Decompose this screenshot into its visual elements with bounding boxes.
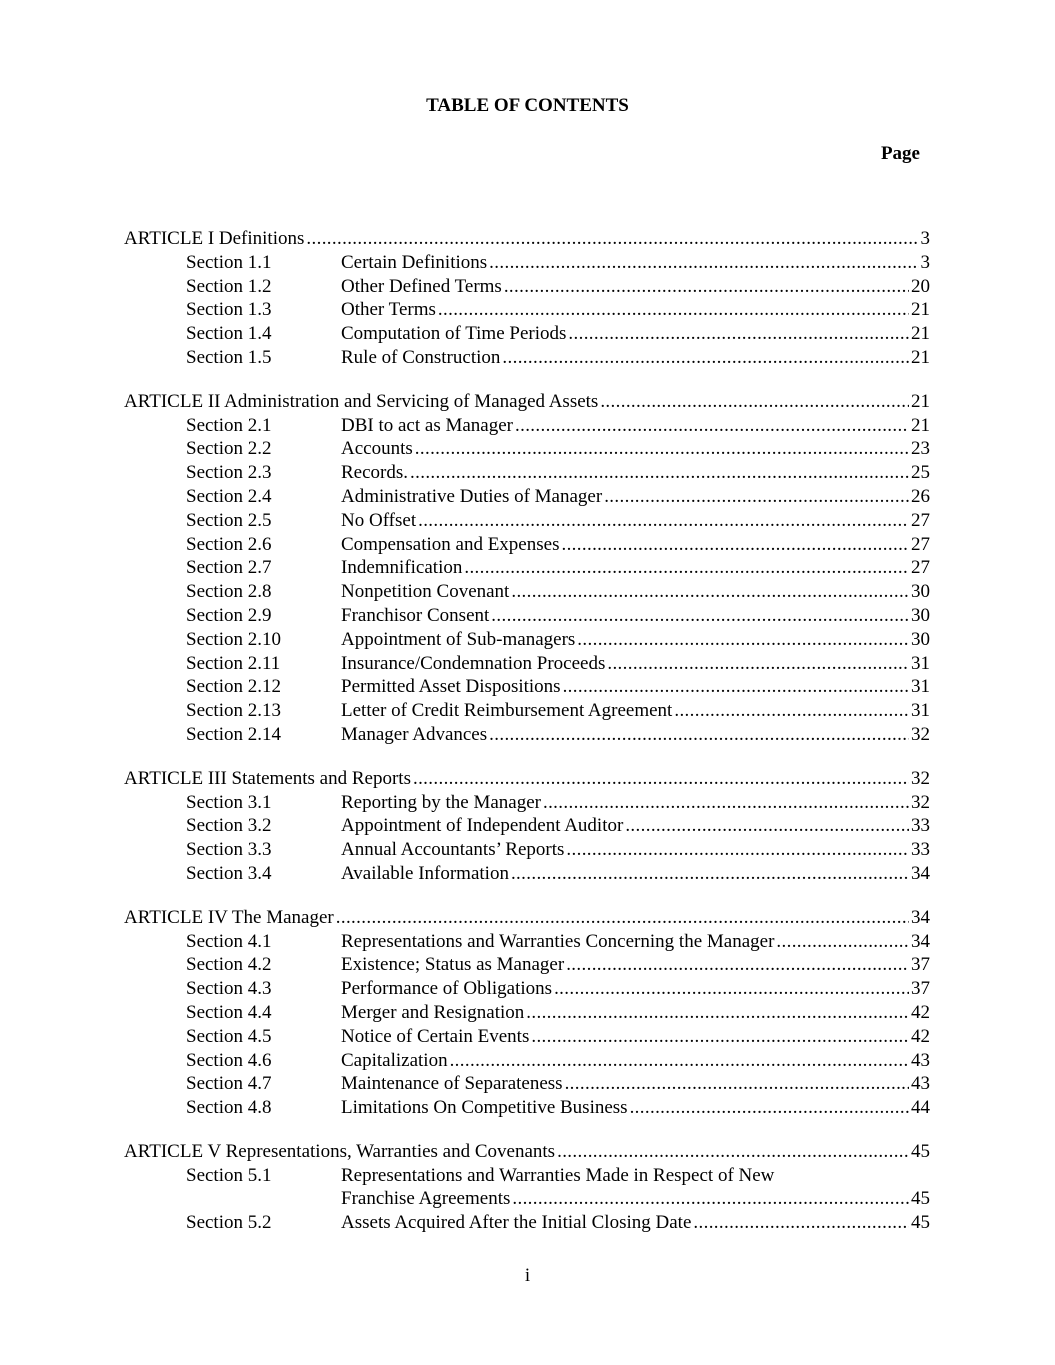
dot-leader xyxy=(565,1072,909,1096)
section-number: Section 3.2 xyxy=(186,815,272,837)
page-number: 27 xyxy=(911,557,930,579)
section-number: Section 4.5 xyxy=(186,1025,272,1047)
dot-leader xyxy=(306,227,918,251)
page-number: 3 xyxy=(920,251,930,273)
toc-article-block xyxy=(124,227,930,370)
page-number: 31 xyxy=(911,676,930,698)
page-number: 34 xyxy=(911,930,930,952)
section-title: Accounts xyxy=(341,438,413,460)
section-number: Section 1.2 xyxy=(186,275,272,297)
dot-leader xyxy=(450,1049,909,1073)
toc-section-entry[interactable] xyxy=(186,533,930,557)
toc-section-entry[interactable] xyxy=(186,838,930,862)
toc-section-entry[interactable] xyxy=(186,862,930,886)
toc-section-entry[interactable] xyxy=(186,953,930,977)
dot-leader xyxy=(604,485,909,509)
section-title-line1: Representations and Warranties Made in Respect of New xyxy=(341,1164,775,1186)
dot-leader xyxy=(526,1001,909,1025)
section-number: Section 2.7 xyxy=(186,557,272,579)
toc-section-entry[interactable] xyxy=(186,652,930,676)
section-number: Section 4.8 xyxy=(186,1097,272,1119)
page-number: 21 xyxy=(911,323,930,345)
page-number: 44 xyxy=(911,1097,930,1119)
toc-section-entry[interactable] xyxy=(186,604,930,628)
toc-section-entry[interactable] xyxy=(186,1211,930,1235)
article-heading: ARTICLE I Definitions xyxy=(124,228,305,249)
dot-leader xyxy=(563,675,909,699)
toc-section-entry[interactable] xyxy=(186,814,930,838)
page-number: 32 xyxy=(911,767,930,789)
toc-section-entry[interactable] xyxy=(186,251,930,275)
section-title: Available Information xyxy=(341,862,509,884)
section-number: Section 3.1 xyxy=(186,791,272,813)
dot-leader xyxy=(410,461,909,485)
dot-leader xyxy=(515,414,909,438)
toc-section-entry[interactable] xyxy=(186,977,930,1001)
section-number: Section 4.1 xyxy=(186,930,272,952)
section-title: Assets Acquired After the Initial Closing Date xyxy=(341,1212,692,1234)
dot-leader xyxy=(568,322,909,346)
toc-section-entry[interactable] xyxy=(186,298,930,322)
dot-leader xyxy=(438,298,909,322)
page-number: 43 xyxy=(911,1049,930,1071)
toc-section-entry[interactable] xyxy=(186,485,930,509)
section-title: Computation of Time Periods xyxy=(341,323,567,345)
section-title: Other Defined Terms xyxy=(341,275,502,297)
section-number: Section 2.9 xyxy=(186,604,272,626)
section-title: Letter of Credit Reimbursement Agreement xyxy=(341,700,673,722)
toc-section-entry[interactable] xyxy=(186,1096,930,1120)
section-title: Appointment of Independent Auditor xyxy=(341,815,624,837)
page-number: 32 xyxy=(911,791,930,813)
section-number: Section 2.10 xyxy=(186,628,281,650)
section-title: No Offset xyxy=(341,509,417,531)
dot-leader xyxy=(693,1211,909,1235)
dot-leader xyxy=(502,346,909,370)
section-title: Certain Definitions xyxy=(341,251,488,273)
section-number: Section 2.3 xyxy=(186,462,272,484)
toc-article-entry[interactable] xyxy=(124,390,930,414)
dot-leader xyxy=(543,791,909,815)
section-title: Merger and Resignation xyxy=(341,1001,525,1023)
section-title: Capitalization xyxy=(341,1049,448,1071)
dot-leader xyxy=(600,390,909,414)
dot-leader xyxy=(554,977,909,1001)
toc-title: TABLE OF CONTENTS xyxy=(426,95,629,116)
section-number: Section 1.5 xyxy=(186,346,272,368)
dot-leader xyxy=(489,251,918,275)
page-number: 37 xyxy=(911,954,930,976)
section-number: Section 2.2 xyxy=(186,438,272,460)
toc-article-block xyxy=(124,906,930,1120)
page-number: 30 xyxy=(911,604,930,626)
section-title: Performance of Obligations xyxy=(341,978,553,1000)
page-number: 20 xyxy=(911,275,930,297)
section-title: Records. xyxy=(341,462,409,484)
dot-leader xyxy=(625,814,909,838)
toc-section-entry[interactable] xyxy=(186,1001,930,1025)
section-number: Section 4.7 xyxy=(186,1073,272,1095)
dot-leader xyxy=(504,275,909,299)
toc-section-entry[interactable] xyxy=(186,461,930,485)
page-number: 45 xyxy=(911,1188,930,1210)
page-number: 33 xyxy=(911,839,930,861)
section-number: Section 4.4 xyxy=(186,1001,272,1023)
page-number: 21 xyxy=(911,390,930,412)
dot-leader xyxy=(776,930,909,954)
toc-section-entry[interactable] xyxy=(186,509,930,533)
section-number: Section 2.5 xyxy=(186,509,272,531)
section-number: Section 1.4 xyxy=(186,323,272,345)
page-number: 45 xyxy=(911,1140,930,1162)
toc-section-entry[interactable] xyxy=(186,275,930,299)
section-title: Administrative Duties of Manager xyxy=(341,485,603,507)
section-number: Section 4.6 xyxy=(186,1049,272,1071)
toc-article-block xyxy=(124,767,930,886)
dot-leader xyxy=(531,1025,909,1049)
page-number: 30 xyxy=(911,581,930,603)
section-number: Section 2.12 xyxy=(186,676,281,698)
page-number: 3 xyxy=(920,228,930,249)
dot-leader xyxy=(511,580,909,604)
page-number: 30 xyxy=(911,628,930,650)
page-number: 27 xyxy=(911,509,930,531)
section-title: Other Terms xyxy=(341,299,436,321)
section-number: Section 2.13 xyxy=(186,700,281,722)
toc-article-entry[interactable] xyxy=(124,906,930,930)
footer-page-number: i xyxy=(524,1265,531,1286)
section-title: Notice of Certain Events xyxy=(341,1025,530,1047)
toc-section-entry[interactable] xyxy=(186,1187,930,1211)
article-heading: ARTICLE V Representations, Warranties and Covenants xyxy=(124,1140,556,1162)
page-number: 42 xyxy=(911,1025,930,1047)
dot-leader xyxy=(557,1140,909,1164)
section-title: Nonpetition Covenant xyxy=(341,581,510,603)
dot-leader xyxy=(566,953,909,977)
toc-section-entry[interactable] xyxy=(186,628,930,652)
dot-leader xyxy=(491,604,909,628)
dot-leader xyxy=(336,906,909,930)
section-title: Annual Accountants’ Reports xyxy=(341,839,565,861)
toc-article-block xyxy=(124,1140,930,1235)
article-heading: ARTICLE III Statements and Reports xyxy=(124,767,411,789)
section-title: Maintenance of Separateness xyxy=(341,1073,563,1095)
section-title: Appointment of Sub-managers xyxy=(341,628,576,650)
section-number: Section 4.3 xyxy=(186,978,272,1000)
section-number: Section 5.1 xyxy=(186,1164,272,1186)
table-of-contents xyxy=(0,227,1055,1235)
page-number: 27 xyxy=(911,533,930,555)
section-number: Section 1.3 xyxy=(186,299,272,321)
toc-section-entry[interactable] xyxy=(186,580,930,604)
section-number: Section 2.6 xyxy=(186,533,272,555)
dot-leader xyxy=(489,723,909,747)
toc-section-entry[interactable] xyxy=(186,1072,930,1096)
toc-section-entry[interactable] xyxy=(186,723,930,747)
dot-leader xyxy=(566,838,909,862)
toc-section-entry[interactable] xyxy=(186,414,930,438)
page-number: 31 xyxy=(911,700,930,722)
page-number: 37 xyxy=(911,978,930,1000)
page-number: 43 xyxy=(911,1073,930,1095)
article-heading: ARTICLE IV The Manager xyxy=(124,906,334,928)
page-number: 21 xyxy=(911,299,930,321)
page-number: 31 xyxy=(911,652,930,674)
toc-section-entry[interactable] xyxy=(186,322,930,346)
section-number: Section 3.3 xyxy=(186,839,272,861)
section-number: Section 5.2 xyxy=(186,1212,272,1234)
section-number: Section 2.1 xyxy=(186,414,272,436)
section-title: Franchise Agreements xyxy=(341,1188,511,1210)
page-number: 21 xyxy=(911,346,930,368)
toc-section-entry-line1[interactable] xyxy=(186,1164,930,1188)
article-heading: ARTICLE II Administration and Servicing of Managed Assets xyxy=(124,390,599,412)
section-title: Permitted Asset Dispositions xyxy=(341,676,561,698)
toc-section-entry[interactable] xyxy=(186,699,930,723)
section-title: DBI to act as Manager xyxy=(341,414,513,436)
section-title: Insurance/Condemnation Proceeds xyxy=(341,652,606,674)
page-number: 21 xyxy=(911,414,930,436)
page-number: 34 xyxy=(911,862,930,884)
section-title: Reporting by the Manager xyxy=(341,791,541,813)
dot-leader xyxy=(415,437,909,461)
section-number: Section 1.1 xyxy=(186,251,272,273)
page-number: 42 xyxy=(911,1001,930,1023)
toc-section-entry[interactable] xyxy=(186,437,930,461)
page-number: 33 xyxy=(911,815,930,837)
dot-leader xyxy=(511,862,909,886)
toc-article-entry[interactable] xyxy=(124,767,930,791)
section-title: Franchisor Consent xyxy=(341,604,490,626)
toc-section-entry[interactable] xyxy=(186,556,930,580)
page-column-label: Page xyxy=(880,143,920,164)
toc-section-entry[interactable] xyxy=(186,1049,930,1073)
toc-section-entry[interactable] xyxy=(186,930,930,954)
dot-leader xyxy=(464,556,909,580)
dot-leader xyxy=(413,767,909,791)
section-number: Section 2.4 xyxy=(186,485,272,507)
section-title: Indemnification xyxy=(341,557,463,579)
section-number: Section 2.11 xyxy=(186,652,281,674)
dot-leader xyxy=(561,533,909,557)
toc-article-entry[interactable] xyxy=(124,227,930,251)
toc-section-entry[interactable] xyxy=(186,1025,930,1049)
page-number: 34 xyxy=(911,906,930,928)
section-number: Section 2.8 xyxy=(186,581,272,603)
section-title: Rule of Construction xyxy=(341,346,501,368)
dot-leader xyxy=(607,652,909,676)
page-number: 23 xyxy=(911,438,930,460)
page-number: 32 xyxy=(911,723,930,745)
toc-section-entry[interactable] xyxy=(186,791,930,815)
page-number: 25 xyxy=(911,462,930,484)
section-number: Section 3.4 xyxy=(186,862,272,884)
page-number: 26 xyxy=(911,485,930,507)
toc-article-entry[interactable] xyxy=(124,1140,930,1164)
section-title: Representations and Warranties Concerning the Manager xyxy=(341,930,775,952)
section-title: Compensation and Expenses xyxy=(341,533,560,555)
dot-leader xyxy=(630,1096,909,1120)
toc-article-block xyxy=(124,390,930,747)
dot-leader xyxy=(577,628,909,652)
section-title: Manager Advances xyxy=(341,723,488,745)
section-number: Section 4.2 xyxy=(186,954,272,976)
dot-leader xyxy=(512,1187,909,1211)
page-number: 45 xyxy=(911,1212,930,1234)
toc-section-entry[interactable] xyxy=(186,346,930,370)
dot-leader xyxy=(418,509,909,533)
dot-leader xyxy=(674,699,909,723)
toc-section-entry[interactable] xyxy=(186,675,930,699)
section-title: Limitations On Competitive Business xyxy=(341,1097,628,1119)
section-number: Section 2.14 xyxy=(186,723,281,745)
section-title: Existence; Status as Manager xyxy=(341,954,565,976)
